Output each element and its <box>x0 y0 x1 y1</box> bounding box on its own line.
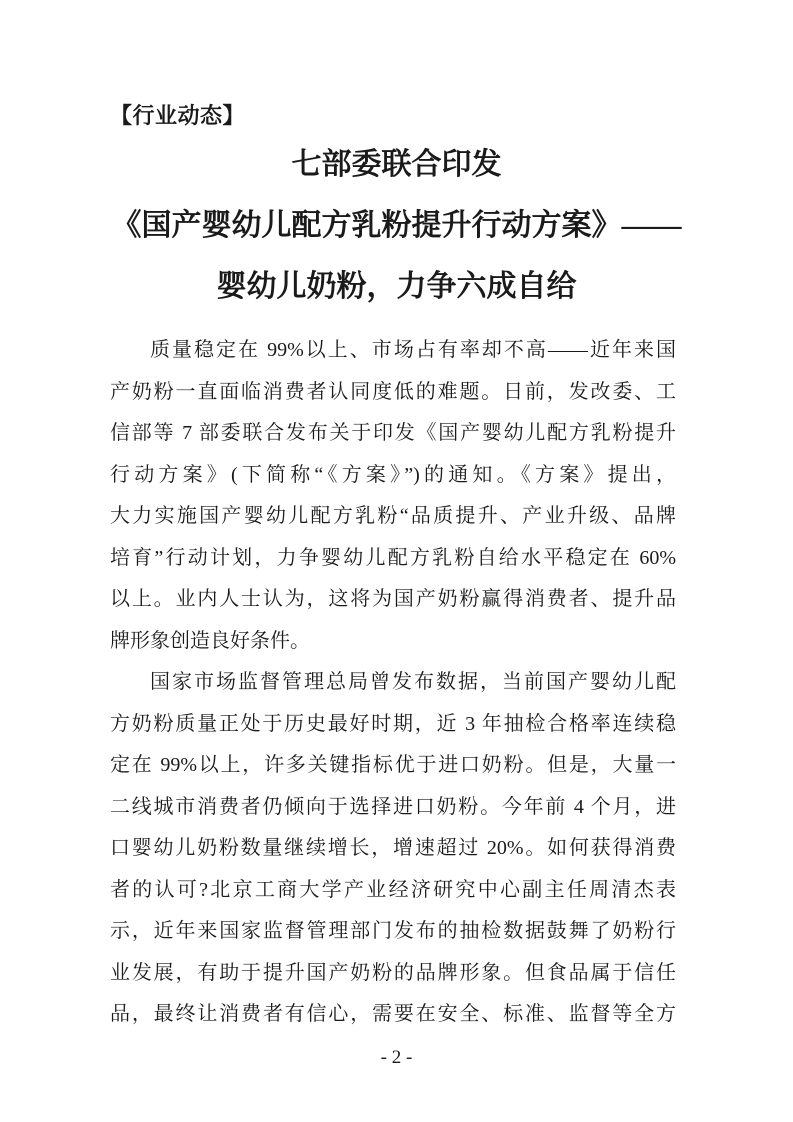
title-line-1: 七部委联合印发 <box>291 148 502 181</box>
body-line: 培育”行动计划，力争婴幼儿配方乳粉自给水平稳定在 60% <box>110 546 676 569</box>
body-line: 品，最终让消费者有信心，需要在安全、标准、监督等全方 <box>110 1003 676 1025</box>
body-line: 质量稳定在 99%以上、市场占有率却不高——近年来国 <box>150 339 676 361</box>
body-line: 者的认可?北京工商大学产业经济研究中心副主任周清杰表 <box>110 878 676 901</box>
paragraph <box>110 662 676 1036</box>
body-line: 国家市场监督管理总局曾发布数据，当前国产婴幼儿配 <box>150 671 676 693</box>
body-line: 定在 99%以上，许多关键指标优于进口奶粉。但是，大量一 <box>110 754 676 776</box>
body-line: 示，近年来国家监督管理部门发布的抽检数据鼓舞了奶粉行 <box>110 920 676 942</box>
body-line: 业发展，有助于提升国产奶粉的品牌形象。但食品属于信任 <box>110 961 676 984</box>
body-line: 牌形象创造良好条件。 <box>110 629 310 652</box>
document-title <box>0 134 793 317</box>
body-line: 二线城市消费者仍倾向于选择进口奶粉。今年前 4 个月，进 <box>110 795 676 818</box>
title-line-3: 婴幼儿奶粉，力争六成自给 <box>216 270 577 303</box>
title-line-2: 《国产婴幼儿配方乳粉提升行动方案》—— <box>111 209 682 242</box>
body-line: 方奶粉质量正处于历史最好时期，近 3 年抽检合格率连续稳 <box>110 712 676 735</box>
document-body <box>110 330 676 1036</box>
body-line: 产奶粉一直面临消费者认同度低的难题。日前，发改委、工 <box>110 380 676 403</box>
body-line: 行动方案》(下简称“《方案》”)的通知。《方案》提出， <box>110 463 676 486</box>
body-line: 口婴幼儿奶粉数量继续增长，增速超过 20%。如何获得消费 <box>110 837 676 859</box>
body-line: 信部等 7 部委联合发布关于印发《国产婴幼儿配方乳粉提升 <box>110 422 676 444</box>
section-tag: 【行业动态】 <box>110 103 246 128</box>
paragraph <box>110 330 676 662</box>
body-line: 以上。业内人士认为，这将为国产奶粉赢得消费者、提升品 <box>110 588 676 610</box>
page-number: - 2 - <box>380 1047 413 1068</box>
body-line: 大力实施国产婴幼儿配方乳粉“品质提升、产业升级、品牌 <box>110 505 676 527</box>
